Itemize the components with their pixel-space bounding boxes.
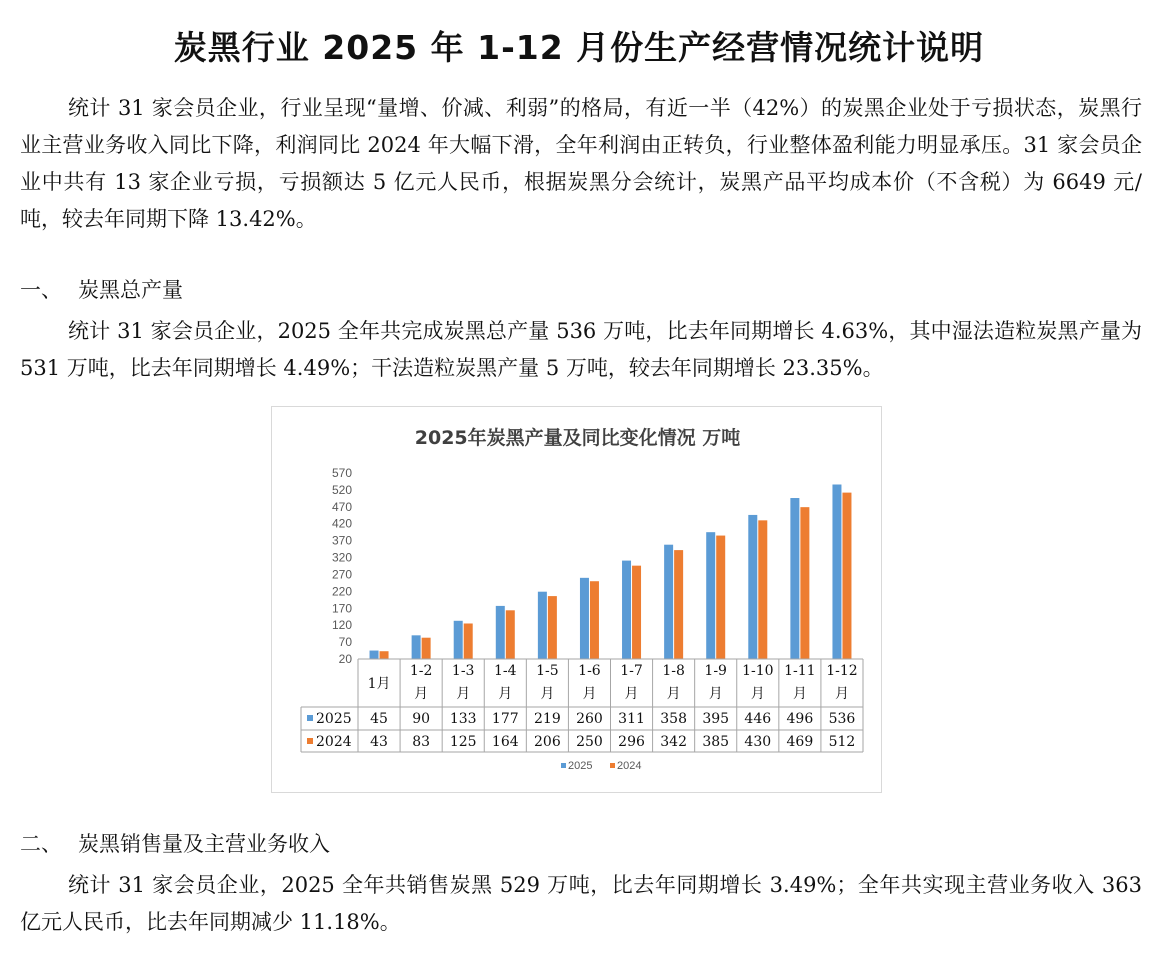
series-name: 2025 xyxy=(316,711,352,727)
data-label: 395 xyxy=(702,711,730,727)
y-tick-label: 120 xyxy=(331,618,352,633)
category-label: 月 xyxy=(582,686,597,702)
category-label: 月 xyxy=(456,686,471,702)
y-tick-label: 320 xyxy=(331,550,352,565)
data-label: 206 xyxy=(534,734,561,750)
bar-2025 xyxy=(622,561,631,659)
category-label: 1-10 xyxy=(742,663,774,679)
section-number: 一、 xyxy=(20,278,62,302)
bar-2025 xyxy=(496,606,505,659)
data-label: 311 xyxy=(618,711,645,727)
data-label: 43 xyxy=(370,734,388,750)
chart-canvas xyxy=(272,407,883,794)
data-label: 260 xyxy=(576,711,603,727)
data-label: 45 xyxy=(370,711,388,727)
data-label: 342 xyxy=(660,734,687,750)
y-tick-label: 370 xyxy=(331,533,352,548)
y-tick-label: 420 xyxy=(331,516,352,531)
y-tick-label: 570 xyxy=(331,466,352,480)
category-label: 1-5 xyxy=(536,663,559,679)
data-label: 125 xyxy=(449,734,477,750)
bar-2024 xyxy=(674,550,683,659)
section-title: 炭黑销售量及主营业务收入 xyxy=(78,832,330,856)
category-label: 1-9 xyxy=(704,663,727,679)
bar-2025 xyxy=(748,515,757,659)
bar-2025 xyxy=(706,532,715,659)
section-heading-production xyxy=(20,272,183,309)
data-label: 430 xyxy=(744,734,772,750)
bar-2024 xyxy=(716,536,725,659)
bar-2024 xyxy=(380,651,389,659)
category-label: 月 xyxy=(540,686,555,702)
category-label: 1-6 xyxy=(578,663,601,679)
bar-2024 xyxy=(506,610,515,659)
bar-2024 xyxy=(590,581,599,659)
legend-marker xyxy=(561,763,566,768)
data-label: 446 xyxy=(744,711,772,727)
legend-key-2025 xyxy=(307,715,313,721)
legend-label: 2024 xyxy=(617,760,642,772)
bar-2025 xyxy=(580,578,589,659)
bar-2025 xyxy=(832,484,841,659)
category-label: 月 xyxy=(750,686,765,702)
data-label: 250 xyxy=(576,734,603,750)
category-label: 月 xyxy=(624,686,639,702)
data-label: 90 xyxy=(412,711,431,727)
bar-2025 xyxy=(538,592,547,659)
bar-2025 xyxy=(664,545,673,659)
category-label: 1-7 xyxy=(620,663,643,679)
y-tick-label: 470 xyxy=(331,499,352,514)
data-label: 219 xyxy=(534,711,561,727)
chart-title: 2025年炭黑产量及同比变化情况 万吨 xyxy=(414,427,741,449)
intro-paragraph: 统计 31 家会员企业，行业呈现“量增、价减、利弱”的格局，有近一半（42%）的炭黑企业处于亏损状态，炭黑行业主营业务收入同比下降，利润同比 2024 年大幅下滑，全年利润由正转负，行业整体盈利能力明显承压。31 家会员企业中共有 13 家企业亏损，亏损额达 5 亿元人民币，根据炭黑分会统计，炭黑产品平均成本价（不含税）为 6649 元/吨，较去年同期下降 13.42%。 xyxy=(20,96,1142,231)
category-label: 月 xyxy=(792,686,807,702)
bar-2025 xyxy=(454,621,463,659)
bar-2024 xyxy=(422,638,431,659)
data-label: 83 xyxy=(412,734,431,750)
bar-2024 xyxy=(800,507,809,659)
category-label: 1-4 xyxy=(494,663,517,679)
data-label: 296 xyxy=(618,734,645,750)
category-label: 月 xyxy=(414,686,429,702)
series-name: 2024 xyxy=(316,734,352,750)
section-number: 二、 xyxy=(20,832,62,856)
y-tick-label: 220 xyxy=(331,584,352,599)
category-label: 1-8 xyxy=(662,663,685,679)
y-tick-label: 270 xyxy=(331,567,352,582)
bar-2024 xyxy=(632,566,641,659)
production-chart xyxy=(271,406,882,793)
legend-key-2024 xyxy=(307,738,313,744)
y-tick-label: 170 xyxy=(331,601,352,616)
category-label: 1-2 xyxy=(409,663,433,679)
category-label: 月 xyxy=(666,686,681,702)
document-title: 炭黑行业 2025 年 1-12 月份生产经营情况统计说明 xyxy=(173,28,985,67)
data-label: 536 xyxy=(828,711,856,727)
data-label: 358 xyxy=(660,711,687,727)
section-heading-sales xyxy=(20,826,330,863)
data-label: 512 xyxy=(828,734,856,750)
bar-2024 xyxy=(842,493,851,659)
data-label: 385 xyxy=(702,734,730,750)
y-tick-label: 520 xyxy=(331,482,352,497)
data-label: 133 xyxy=(449,711,477,727)
bar-2024 xyxy=(758,520,767,659)
sales-paragraph: 统计 31 家会员企业，2025 全年共销售炭黑 529 万吨，比去年同期增长 3.49%；全年共实现主营业务收入 363 亿元人民币，比去年同期减少 11.18%。 xyxy=(20,873,1143,934)
bar-2024 xyxy=(548,596,557,659)
bar-2024 xyxy=(464,623,473,659)
y-tick-label: 20 xyxy=(338,652,352,666)
section-title: 炭黑总产量 xyxy=(78,278,183,302)
category-label: 1月 xyxy=(367,676,391,692)
production-paragraph: 统计 31 家会员企业，2025 全年共完成炭黑总产量 536 万吨，比去年同期增长 4.63%，其中湿法造粒炭黑产量为 531 万吨，比去年同期增长 4.49%；干法造粒炭黑产量 5 万吨，较去年同期增长 23.35%。 xyxy=(20,319,1142,380)
legend-marker xyxy=(610,763,615,768)
category-label: 1-11 xyxy=(784,663,816,679)
category-label: 月 xyxy=(834,686,849,702)
data-label: 164 xyxy=(491,734,519,750)
data-label: 469 xyxy=(786,734,814,750)
category-label: 1-12 xyxy=(826,663,858,679)
data-label: 496 xyxy=(786,711,814,727)
bar-2025 xyxy=(790,498,799,659)
bar-2025 xyxy=(412,635,421,659)
data-label: 177 xyxy=(491,711,519,727)
legend-label: 2025 xyxy=(568,760,593,772)
category-label: 1-3 xyxy=(451,663,475,679)
y-tick-label: 70 xyxy=(338,635,352,650)
category-label: 月 xyxy=(498,686,513,702)
category-label: 月 xyxy=(708,686,723,702)
bar-2025 xyxy=(370,651,379,659)
